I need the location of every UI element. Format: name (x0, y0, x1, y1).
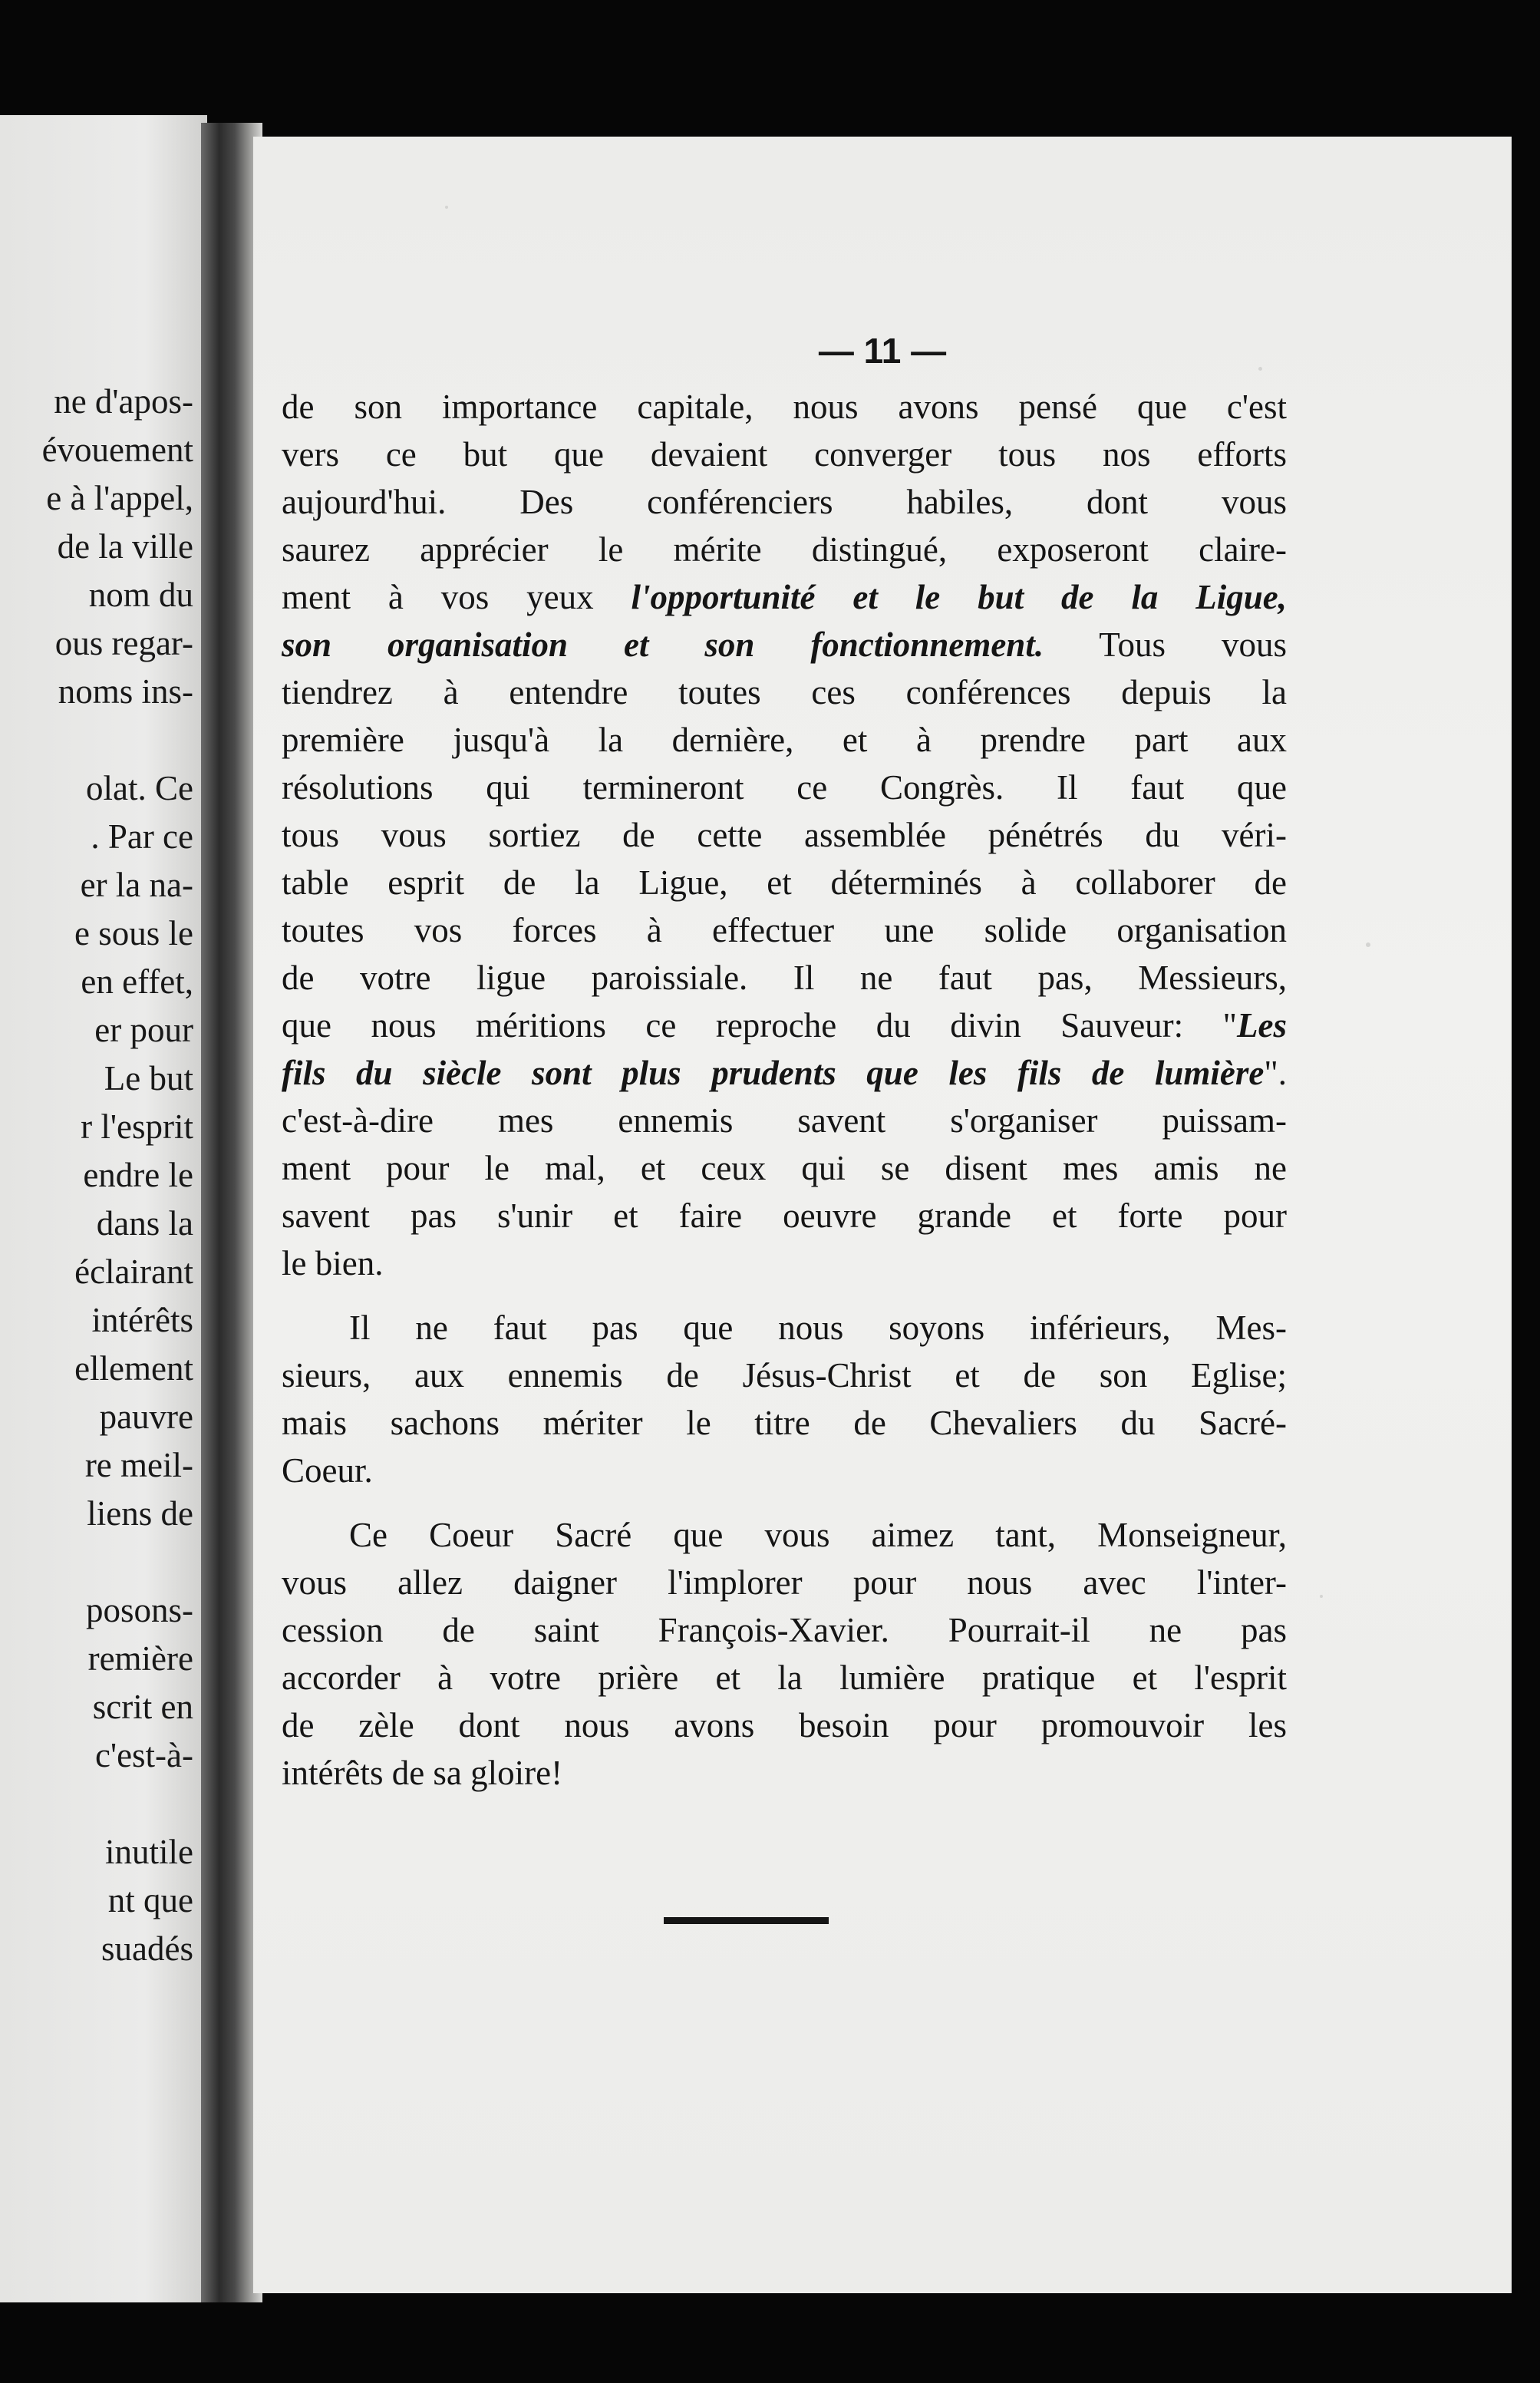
left-page-line: Le but (104, 1059, 193, 1097)
text-line: ment à vos yeux l'opportunité et le but de la Ligue, (282, 578, 1288, 616)
text-line: accorder à votre prière et la lumière pratique et l'esprit (282, 1659, 1287, 1697)
text-line: sieurs, aux ennemis de Jésus-Christ et de son Eglise; (282, 1356, 1287, 1394)
text-line: de son importance capitale, nous avons pensé que c'est (282, 388, 1287, 426)
left-page-line: posons- (85, 1591, 193, 1629)
italic-phrase: Les (1237, 1006, 1287, 1045)
text-line: table esprit de la Ligue, et déterminés à collaborer de (282, 863, 1287, 902)
dust-speck (445, 206, 448, 209)
dust-speck (1366, 942, 1370, 947)
left-page-line: endre le (83, 1156, 193, 1194)
dust-speck (1258, 367, 1262, 371)
text-line: ment pour le mal, et ceux qui se disent mes amis ne (282, 1149, 1287, 1187)
end-rule-divider (664, 1917, 829, 1924)
page-number: — 11 — (818, 331, 947, 371)
text-line: saurez apprécier le mérite distingué, exposeront claire- (282, 530, 1287, 569)
left-page-line: suadés (101, 1929, 193, 1968)
left-page-line: ous regar- (54, 624, 193, 662)
left-page-line: évouement (41, 431, 193, 469)
text-line: tiendrez à entendre toutes ces conférences depuis la (282, 673, 1287, 711)
left-page-line: de la ville (57, 527, 193, 566)
left-page-line: noms ins- (58, 672, 193, 711)
left-page-line: dans la (96, 1204, 193, 1243)
text-line: mais sachons mériter le titre de Chevaliers du Sacré- (282, 1404, 1287, 1442)
text-line: vous allez daigner l'implorer pour nous avec l'inter- (282, 1563, 1287, 1602)
text-line: son organisation et son fonctionnement. Tous vous (282, 625, 1287, 664)
italic-phrase: l'opportunité et le but de la Ligue, (631, 578, 1288, 616)
left-page-line: éclairant (74, 1253, 193, 1291)
left-page-line: en effet, (81, 962, 193, 1001)
italic-phrase: fils du siècle sont plus prudents que les fils de lumière (282, 1054, 1265, 1092)
left-page-line: inutile (105, 1833, 193, 1871)
left-page-line: c'est-à- (94, 1736, 193, 1774)
text-line: tous vous sortiez de cette assemblée pénétrés du véri- (282, 816, 1287, 854)
text-line: le bien. (282, 1244, 384, 1282)
left-page-line: pauvre (99, 1398, 193, 1436)
text-line: vers ce but que devaient converger tous nos efforts (282, 435, 1287, 474)
text-line: intérêts de sa gloire! (282, 1754, 563, 1792)
left-page-line: er la na- (80, 866, 193, 904)
text-line: Coeur. (282, 1451, 373, 1490)
left-page-line: re meil- (84, 1446, 193, 1484)
text-line: toutes vos forces à effectuer une solide organisation (282, 911, 1287, 949)
left-page-line: e à l'appel, (46, 479, 193, 517)
left-page-line: e sous le (74, 914, 193, 952)
dust-speck (1320, 1595, 1323, 1598)
left-page-line: intérêts (91, 1301, 193, 1339)
text-line-italic: fils du siècle sont plus prudents que les fils de lumière". (282, 1054, 1287, 1092)
left-page-line: ne d'apos- (54, 382, 193, 421)
text-line: aujourd'hui. Des conférenciers habiles, dont vous (282, 483, 1287, 521)
text-line: savent pas s'unir et faire oeuvre grande et forte pour (282, 1196, 1287, 1235)
left-page-line: ellement (74, 1349, 193, 1388)
left-page-line: liens de (87, 1494, 193, 1533)
left-page-line: scrit en (92, 1688, 193, 1726)
left-page-fragment (0, 115, 207, 2302)
right-page (253, 137, 1512, 2293)
text-line: résolutions qui termineront ce Congrès. Il faut que (282, 768, 1287, 807)
left-page-line: olat. Ce (86, 769, 193, 807)
left-page-line: nt que (107, 1881, 193, 1919)
text-line: de votre ligue paroissiale. Il ne faut pas, Messieurs, (282, 959, 1287, 997)
text-line: que nous méritions ce reproche du divin Sauveur: "Les (282, 1006, 1287, 1045)
text-line: première jusqu'à la dernière, et à prendre part aux (282, 721, 1287, 759)
left-page-line: nom du (88, 576, 193, 614)
text-line: de zèle dont nous avons besoin pour promouvoir les (282, 1706, 1287, 1744)
left-page-line: . Par ce (91, 817, 193, 856)
left-page-line: r l'esprit (81, 1107, 193, 1146)
text-line: cession de saint François-Xavier. Pourrait-il ne pas (282, 1611, 1287, 1649)
text-line: Il ne faut pas que nous soyons inférieurs, Mes- (349, 1309, 1287, 1347)
italic-phrase: son organisation et son fonctionnement. (282, 625, 1044, 664)
text-line: Ce Coeur Sacré que vous aimez tant, Monseigneur, (349, 1516, 1287, 1554)
left-page-line: er pour (94, 1011, 193, 1049)
text-line: c'est-à-dire mes ennemis savent s'organiser puissam- (282, 1101, 1287, 1140)
left-page-line: remière (87, 1639, 193, 1678)
